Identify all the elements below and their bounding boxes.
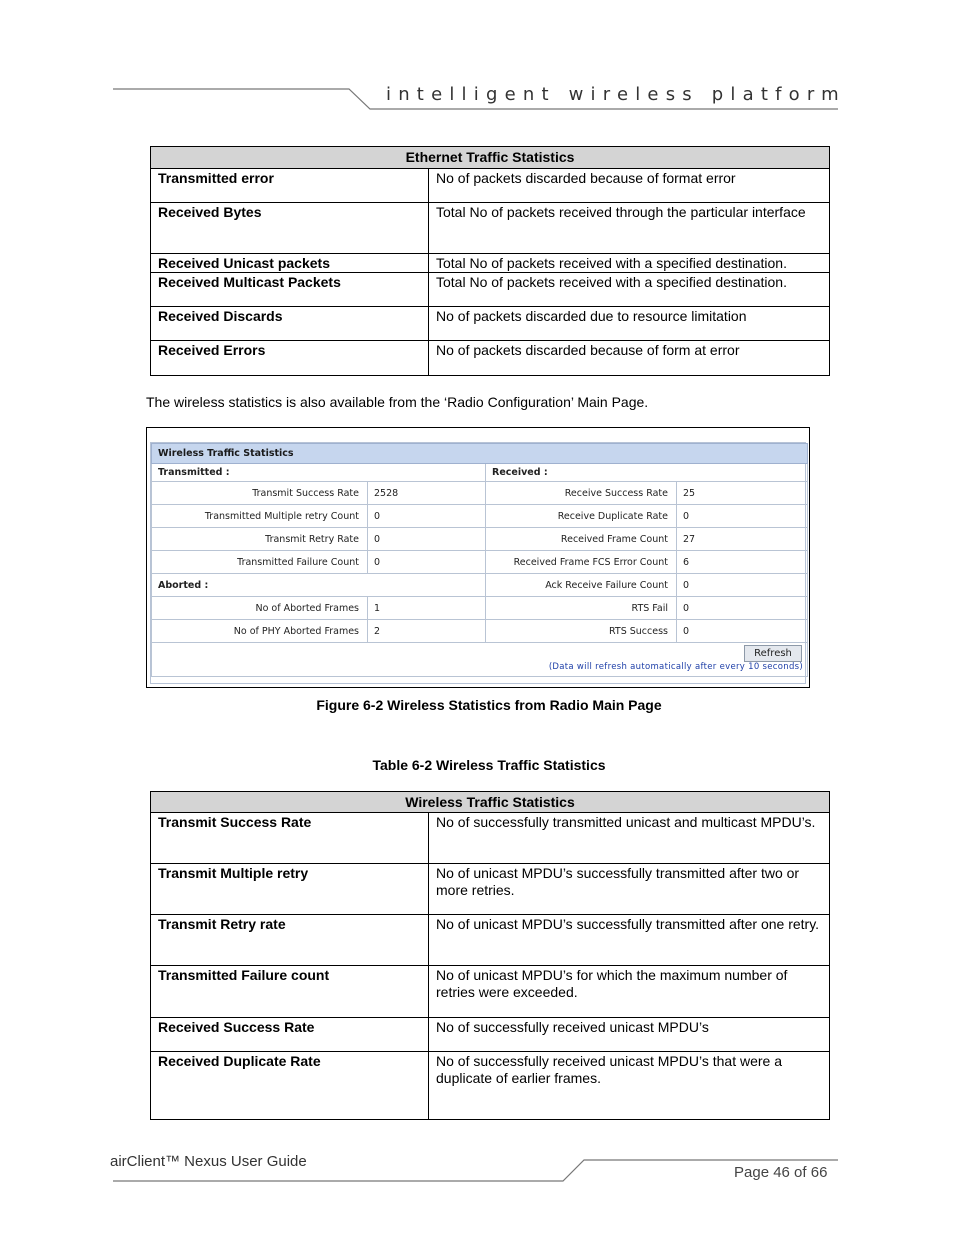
body-paragraph: The wireless statistics is also available from the ‘Radio Configuration’ Main Page. — [146, 394, 649, 410]
desc-cell: No of unicast MPDU’s for which the maximum number of retries were exceeded. — [429, 966, 830, 1018]
stat-value: 0 — [677, 597, 808, 620]
stat-value: 27 — [677, 528, 808, 551]
transmitted-section-label: Transmitted : — [152, 464, 486, 482]
table-row — [151, 254, 830, 273]
table-heading: Ethernet Traffic Statistics — [151, 147, 830, 169]
stat-value: 0 — [368, 551, 486, 574]
stat-label: Transmit Retry Rate — [152, 528, 368, 551]
table-row — [151, 1052, 830, 1120]
stats-row — [152, 482, 808, 505]
stat-label: No of Aborted Frames — [152, 597, 368, 620]
footer-page-number: Page 46 of 66 — [734, 1164, 828, 1181]
desc-cell: No of unicast MPDU’s successfully transmitted after one retry. — [429, 915, 830, 966]
stats-row — [152, 528, 808, 551]
stats-row — [152, 597, 808, 620]
desc-cell: No of successfully transmitted unicast and multicast MPDU’s. — [429, 813, 830, 864]
desc-cell: No of unicast MPDU’s successfully transmitted after two or more retries. — [429, 864, 830, 915]
wireless-stats-grid — [151, 443, 808, 677]
stat-value: 0 — [368, 505, 486, 528]
refresh-button[interactable]: Refresh — [744, 645, 802, 662]
stat-label: RTS Success — [486, 620, 677, 643]
desc-cell: No of successfully received unicast MPDU’s that were a duplicate of earlier frames. — [429, 1052, 830, 1120]
panel-title: Wireless Traffic Statistics — [152, 444, 808, 464]
stat-value: 0 — [677, 620, 808, 643]
term-cell: Received Bytes — [151, 203, 429, 254]
stat-label: Receive Success Rate — [486, 482, 677, 505]
term-cell: Received Discards — [151, 307, 429, 341]
stat-label: Ack Receive Failure Count — [486, 574, 677, 597]
table-row — [151, 273, 830, 307]
table-row — [151, 966, 830, 1018]
term-cell: Transmitted Failure count — [151, 966, 429, 1018]
stat-value: 2 — [368, 620, 486, 643]
desc-cell: Total No of packets received through the particular interface — [429, 203, 830, 254]
desc-cell: No of packets discarded due to resource limitation — [429, 307, 830, 341]
table-heading: Wireless Traffic Statistics — [151, 792, 830, 813]
table-caption: Table 6-2 Wireless Traffic Statistics — [372, 757, 606, 773]
term-cell: Received Multicast Packets — [151, 273, 429, 307]
wireless-stats-table — [150, 791, 830, 1120]
wireless-stats-panel — [150, 442, 806, 684]
stat-value: 6 — [677, 551, 808, 574]
term-cell: Transmit Multiple retry — [151, 864, 429, 915]
refresh-bar — [152, 643, 808, 677]
table-row — [151, 341, 830, 376]
stat-label: Received Frame Count — [486, 528, 677, 551]
term-cell: Transmit Success Rate — [151, 813, 429, 864]
figure-caption: Figure 6-2 Wireless Statistics from Radio Main Page — [316, 697, 662, 713]
table-row — [151, 813, 830, 864]
term-cell: Received Errors — [151, 341, 429, 376]
stats-row — [152, 551, 808, 574]
stat-label: RTS Fail — [486, 597, 677, 620]
stat-label: Received Frame FCS Error Count — [486, 551, 677, 574]
stat-value: 0 — [677, 505, 808, 528]
term-cell: Received Success Rate — [151, 1018, 429, 1052]
table-row — [151, 864, 830, 915]
term-cell: Transmitted error — [151, 169, 429, 203]
desc-cell: Total No of packets received with a specified destination. — [429, 273, 830, 307]
desc-cell: No of packets discarded because of format error — [429, 169, 830, 203]
table-row — [151, 307, 830, 341]
term-cell: Transmit Retry rate — [151, 915, 429, 966]
table-row — [151, 915, 830, 966]
desc-cell: No of packets discarded because of form at error — [429, 341, 830, 376]
term-cell: Received Duplicate Rate — [151, 1052, 429, 1120]
table-row — [151, 169, 830, 203]
stat-value: 0 — [368, 528, 486, 551]
table-row — [151, 1018, 830, 1052]
stats-row — [152, 620, 808, 643]
refresh-note: (Data will refresh automatically after every 10 seconds) — [548, 662, 804, 672]
header-title: intelligent wireless platform — [386, 84, 846, 105]
stat-label: Transmitted Failure Count — [152, 551, 368, 574]
stats-row — [152, 505, 808, 528]
stat-label: Transmit Success Rate — [152, 482, 368, 505]
stat-value: 25 — [677, 482, 808, 505]
wireless-stats-screenshot — [146, 427, 810, 688]
stat-label: Receive Duplicate Rate — [486, 505, 677, 528]
stats-row — [152, 574, 808, 597]
received-section-label: Received : — [486, 464, 808, 482]
desc-cell: Total No of packets received with a specified destination. — [429, 254, 830, 273]
ethernet-stats-table — [150, 146, 830, 376]
stat-label: No of PHY Aborted Frames — [152, 620, 368, 643]
desc-cell: No of successfully received unicast MPDU’s — [429, 1018, 830, 1052]
aborted-section-label: Aborted : — [152, 574, 486, 597]
stat-value: 2528 — [368, 482, 486, 505]
table-row — [151, 203, 830, 254]
term-cell: Received Unicast packets — [151, 254, 429, 273]
stat-value: 0 — [677, 574, 808, 597]
stat-label: Transmitted Multiple retry Count — [152, 505, 368, 528]
footer-doc-title: airClient™ Nexus User Guide — [110, 1153, 307, 1170]
stat-value: 1 — [368, 597, 486, 620]
